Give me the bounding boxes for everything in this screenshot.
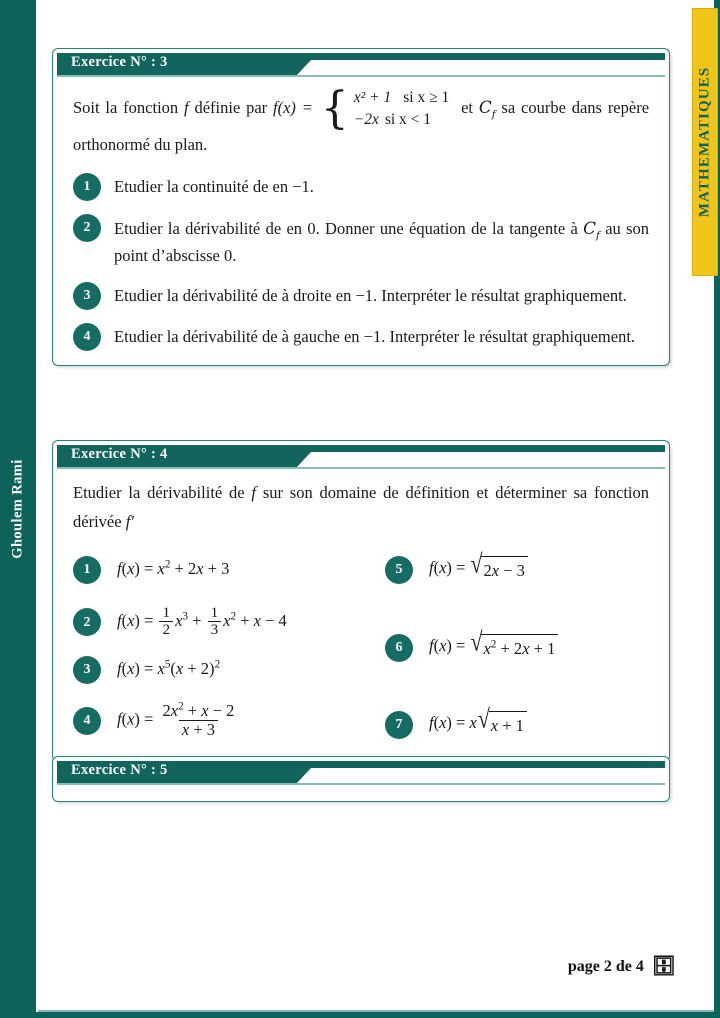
left-brace: { (320, 83, 349, 135)
question-badge-1: 1 (73, 173, 101, 201)
question-row-2 (73, 213, 649, 269)
formula-badge-2: 2 (73, 608, 101, 636)
exercise-4-function-symbol: f (251, 483, 257, 502)
exercise-box-3 (52, 48, 670, 366)
question-row-4 (73, 322, 649, 351)
exercise-4-body (53, 467, 669, 761)
exercise-box-5 (52, 756, 670, 802)
case-2-expression: −2x (353, 111, 379, 128)
formula-badge-1: 1 (73, 556, 101, 584)
formula-grid (73, 547, 649, 747)
exercise-4-header (57, 445, 665, 467)
exercise-3-title: Exercice N° : 3 (71, 54, 168, 70)
question-badge-4: 4 (73, 323, 101, 351)
piecewise-cases (354, 87, 453, 131)
exercise-5-header (57, 761, 665, 783)
piecewise-definition (320, 83, 453, 135)
formula-item-2 (73, 605, 287, 639)
formula-badge-6: 6 (385, 634, 413, 662)
open-folder-icon: 🗄 (651, 956, 676, 977)
statement-tail-2: sa courbe dans repère orthonormé du plan. (73, 97, 650, 154)
formula-item-5 (385, 548, 528, 584)
exercise-4-title: Exercice N° : 4 (71, 446, 168, 462)
exercise-5-header-underline (57, 783, 665, 785)
formula-item-6 (385, 626, 558, 662)
statement-lead: Soit la fonction (73, 97, 179, 117)
case-1-condition: si x ≥ 1 (403, 89, 450, 106)
exercise-3-header-underline (57, 75, 665, 77)
function-notation-fx: f(x) = (273, 97, 313, 117)
case-2-condition: si x < 1 (384, 111, 432, 128)
piecewise-case-1 (354, 89, 453, 106)
statement-mid: définie par (194, 97, 268, 117)
formula-body-5: f(x) = √ 2x − 3 (429, 555, 528, 583)
exercise-4-statement (73, 479, 649, 537)
exercise-4-statement-p1: Etudier la dérivabilité de (73, 483, 245, 502)
curve-symbol-letter: C (478, 96, 492, 117)
formula-body-3: $f(x) = x^5(x + 2)^2$ (117, 658, 221, 679)
exercise-3-statement (73, 83, 650, 160)
page-number-label: page 2 de 4 (567, 957, 644, 975)
formula-body-1: $f(x) = x^2 + 2x + 3$ (117, 558, 230, 579)
formula-badge-5: 5 (385, 556, 413, 584)
subject-tab-label: MATHEMATIQUES (696, 66, 713, 218)
question-row-3 (73, 281, 649, 310)
question-badge-3: 3 (73, 282, 101, 310)
question-2-curve-symbol (583, 217, 600, 242)
formula-body-2: f(x) = $\frac{1}{2}$ $x^3$ + $\frac{1}{3}$ $x^2 + x - 4$ (117, 603, 287, 639)
page-frame-bottom (36, 1012, 720, 1018)
formula-badge-4: 4 (73, 707, 101, 735)
exercise-box-4 (52, 440, 670, 762)
piecewise-case-2 (354, 111, 435, 128)
exercise-3-body (53, 75, 669, 365)
exercise-4-fprime-symbol: f′ (125, 511, 134, 531)
author-name-label: Ghoulem Rami (9, 459, 26, 559)
question-text-1: Etudier la continuité de en −1. (114, 176, 314, 196)
formula-item-7 (385, 703, 527, 739)
formula-item-1 (73, 555, 229, 584)
formula-badge-3: 3 (73, 656, 101, 684)
question-2-curve-subscript: f (596, 229, 600, 242)
author-sidebar (0, 0, 36, 1018)
subject-tab (692, 8, 718, 276)
page-footer (568, 957, 676, 976)
curve-symbol-subscript: f (491, 108, 496, 121)
question-text-2 (114, 213, 649, 269)
question-2-curve-letter: C (583, 217, 597, 238)
statement-tail-et: et (461, 97, 473, 117)
formula-body-4: f(x) = $\frac{2x^2 + x - 2}{x + 3}$ (117, 700, 235, 739)
formula-item-3 (73, 655, 220, 684)
formula-body-6: f(x) = √ $x^2 + 2x + 1$ (429, 633, 558, 661)
exercise-4-statement-p2: sur son domaine de définition et déterminer sa fonction dérivée (73, 483, 650, 531)
question-2-text-after: au son point d’abscisse 0. (114, 218, 650, 266)
question-row-1 (73, 172, 649, 201)
function-symbol-f: f (184, 97, 189, 117)
exercise-3-header (57, 53, 665, 75)
question-text-4: Etudier la dérivabilité de à gauche en −1. Interpréter le résultat graphiquement. (114, 326, 636, 346)
question-badge-2: 2 (73, 214, 101, 242)
formula-item-4 (73, 702, 239, 739)
exercise-4-header-underline (57, 467, 665, 469)
question-2-text-before: Etudier la dérivabilité de en 0. Donner une équation de la tangente à (114, 218, 578, 238)
formula-badge-7: 7 (385, 711, 413, 739)
formula-body-7: f(x) = x √ x + 1 (429, 710, 527, 738)
question-text-3: Etudier la dérivabilité de à droite en −1. Interpréter le résultat graphiquement. (114, 285, 627, 305)
curve-symbol (478, 96, 496, 121)
exercise-5-title: Exercice N° : 5 (71, 762, 168, 778)
case-1-expression: x² + 1 (353, 89, 392, 106)
